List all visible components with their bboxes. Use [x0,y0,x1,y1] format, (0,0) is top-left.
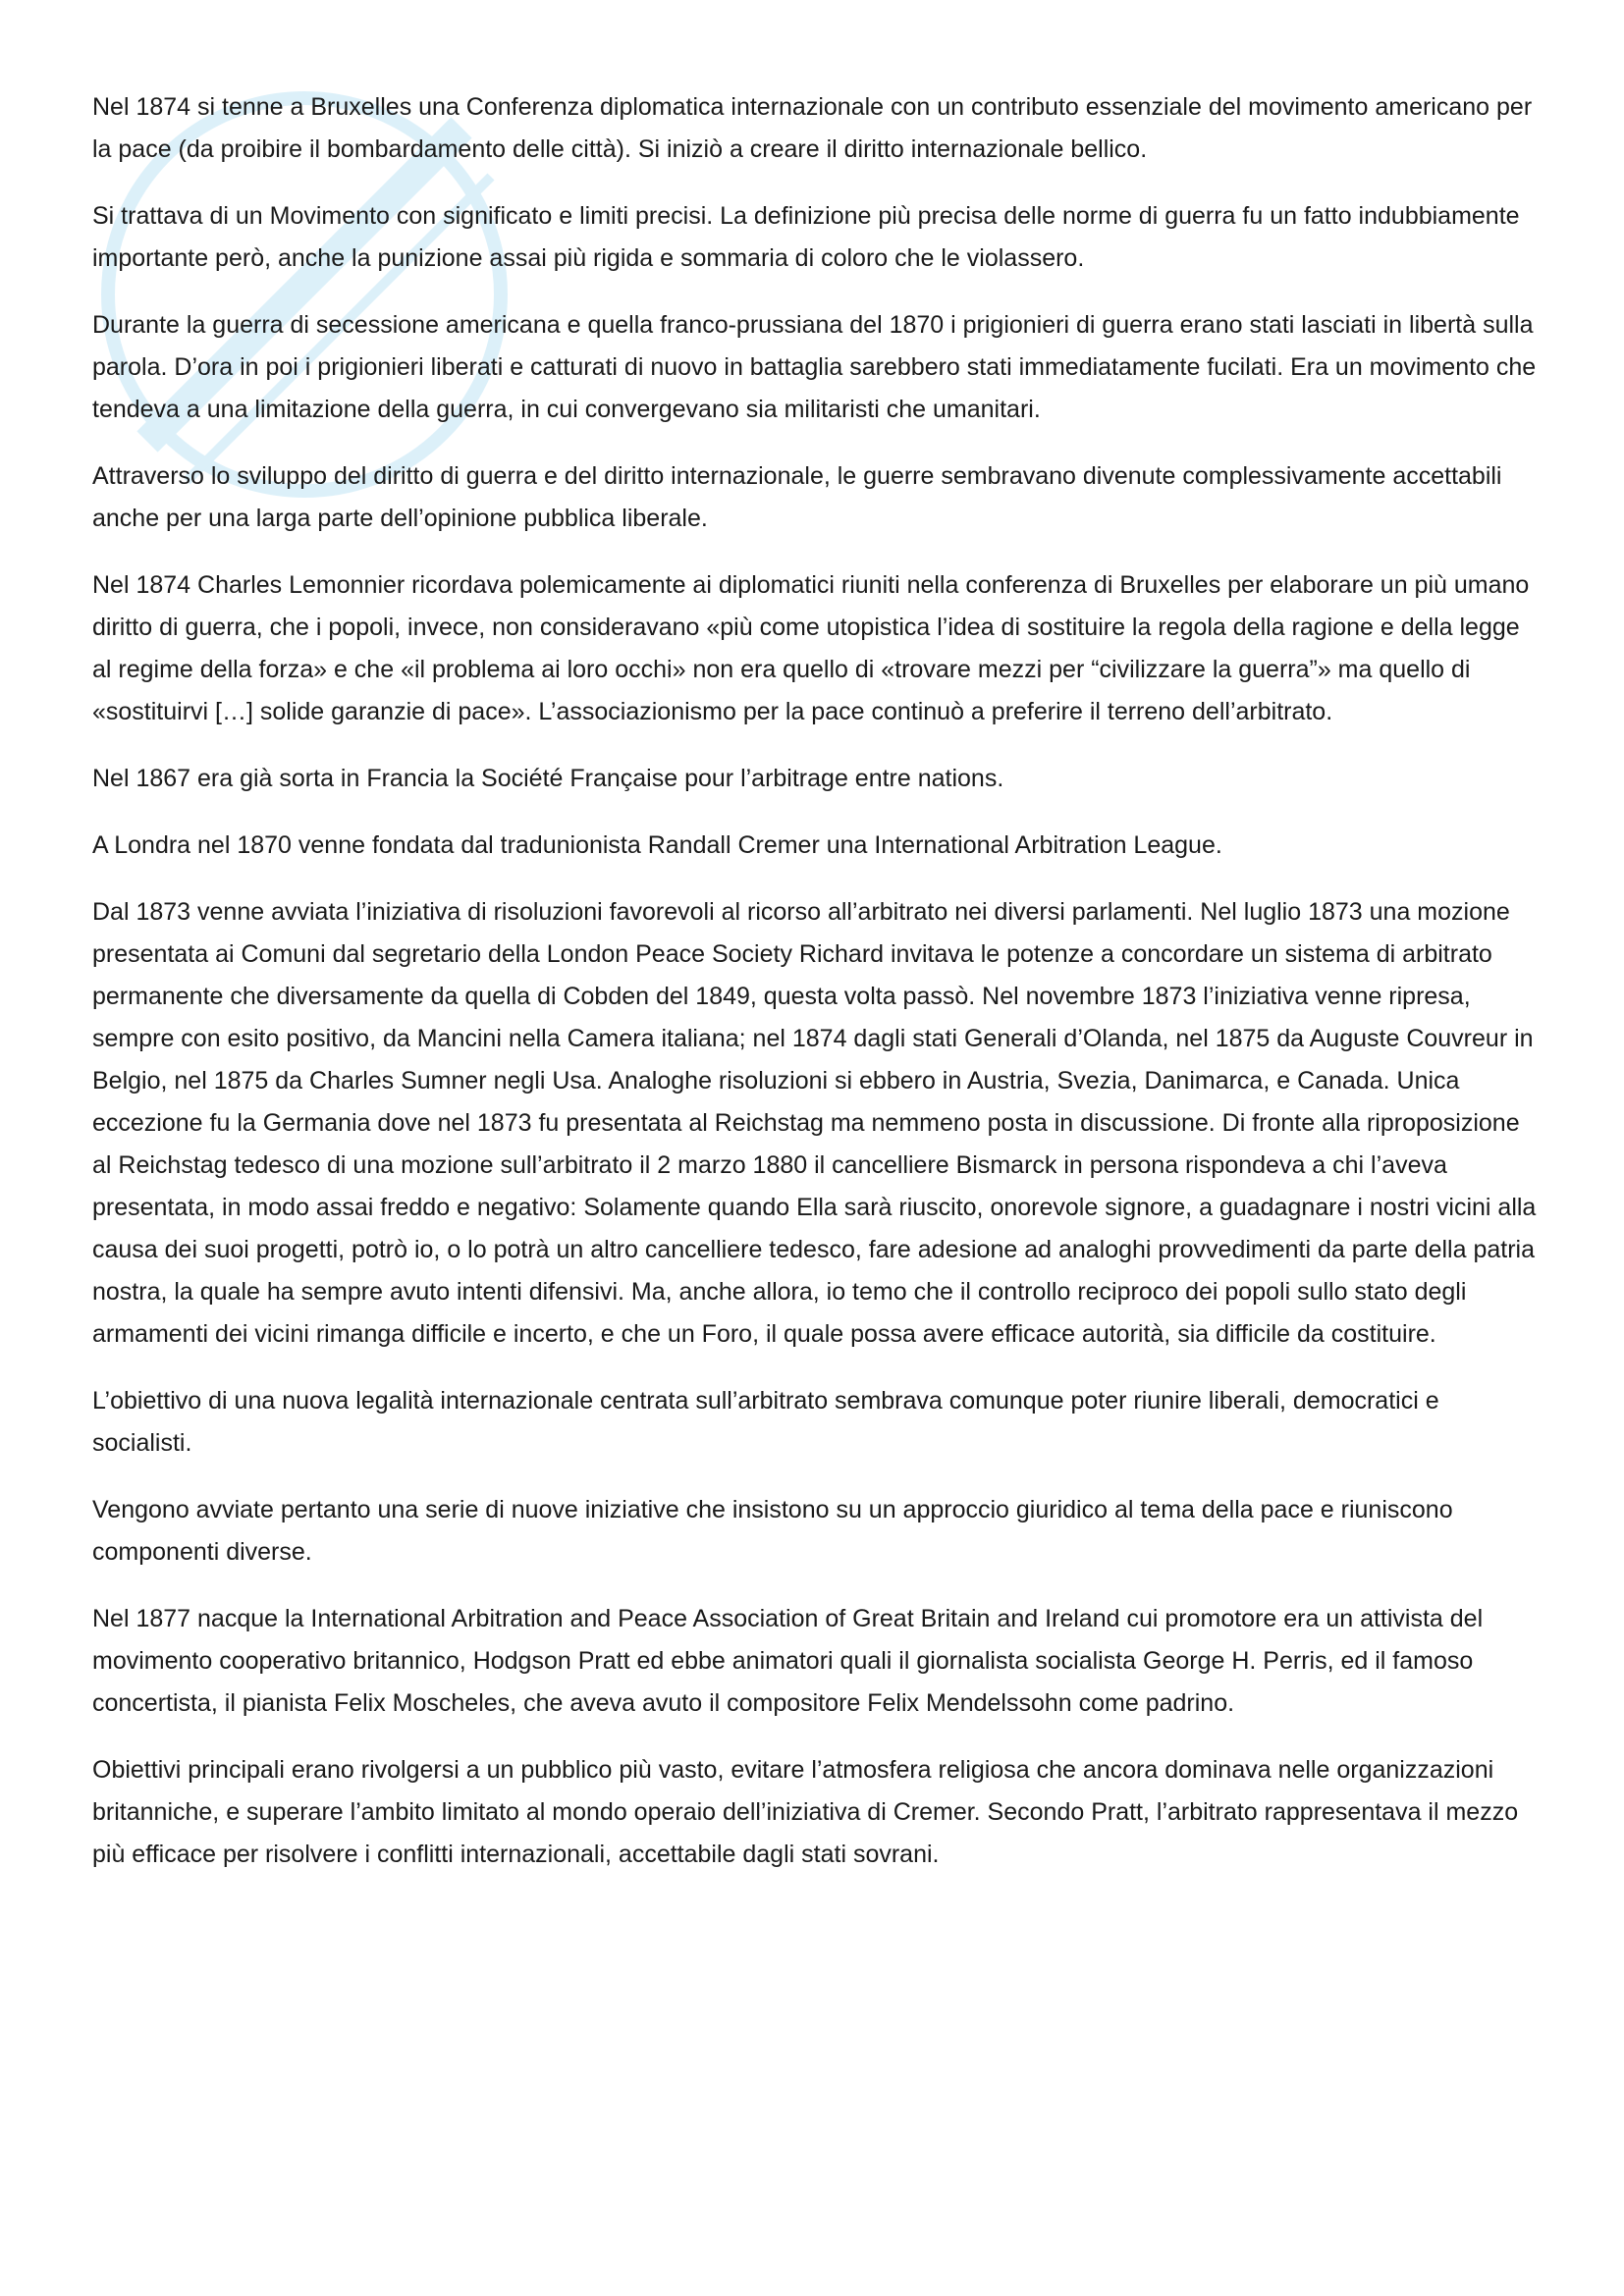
document-body [92,86,1543,1900]
paragraph-1: Nel 1874 si tenne a Bruxelles una Conferenza diplomatica internazionale con un contributo essenziale del movimento americano per la pace (da proibire il bombardamento delle città). Si iniziò a creare il diritto internazionale bellico. [92,93,1533,163]
paragraph-3: Durante la guerra di secessione americana e quella franco-prussiana del 1870 i prigionieri di guerra erano stati lasciati in libertà sulla parola. D’ora in poi i prigionieri liberati e catturati di nuovo in battaglia sarebbero stati immediatamente fucilati. Era un movimento che tendeva a una limitazione della guerra, in cui convergevano sia militaristi che umanitari. [92,311,1537,423]
paragraph-2: Si trattava di un Movimento con significato e limiti precisi. La definizione più precisa delle norme di guerra fu un fatto indubbiamente importante però, anche la punizione assai più rigida e sommaria di coloro che le violassero. [92,202,1520,272]
paragraph-6: Nel 1867 era già sorta in Francia la Société Française pour l’arbitrage entre nations. [92,765,1004,792]
paragraph-12: Obiettivi principali erano rivolgersi a un pubblico più vasto, evitare l’atmosfera religiosa che ancora dominava nelle organizzazioni britanniche, e superare l’ambito limitato al mondo operaio dell’iniziativa di Cremer. Secondo Pratt, l’arbitrato rappresentava il mezzo più efficace per risolvere i conflitti internazionali, accettabile dagli stati sovrani. [92,1756,1519,1868]
paragraph-9: L’obiettivo di una nuova legalità internazionale centrata sull’arbitrato sembrava comunque poter riunire liberali, democratici e socialisti. [92,1387,1439,1457]
paragraph-10: Vengono avviate pertanto una serie di nuove iniziative che insistono su un approccio giuridico al tema della pace e riuniscono componenti diverse. [92,1496,1453,1566]
paragraph-7: A Londra nel 1870 venne fondata dal tradunionista Randall Cremer una International Arbitration League. [92,831,1222,859]
paragraph-5: Nel 1874 Charles Lemonnier ricordava polemicamente ai diplomatici riuniti nella conferenza di Bruxelles per elaborare un più umano diritto di guerra, che i popoli, invece, non consideravano «più come utopistica l’idea di sostituire la regola della ragione e della legge al regime della forza» e che «il problema ai loro occhi» non era quello di «trovare mezzi per “civilizzare la guerra”» ma quello di «sostituirvi […] solide garanzie di pace». L’associazionismo per la pace continuò a preferire il terreno dell’arbitrato. [92,571,1530,725]
paragraph-4: Attraverso lo sviluppo del diritto di guerra e del diritto internazionale, le guerre sembravano divenute complessivamente accettabili anche per una larga parte dell’opinione pubblica liberale. [92,462,1502,532]
paragraph-11: Nel 1877 nacque la International Arbitration and Peace Association of Great Britain and Ireland cui promotore era un attivista del movimento cooperativo britannico, Hodgson Pratt ed ebbe animatori quali il giornalista socialista George H. Perris, ed il famoso concertista, il pianista Felix Moscheles, che aveva avuto il compositore Felix Mendelssohn come padrino. [92,1605,1484,1717]
paragraph-8: Dal 1873 venne avviata l’iniziativa di risoluzioni favorevoli al ricorso all’arbitrato nei diversi parlamenti. Nel luglio 1873 una mozione presentata ai Comuni dal segretario della London Peace Society Richard invitava le potenze a concordare un sistema di arbitrato permanente che diversamente da quella di Cobden del 1849, questa volta passò. Nel novembre 1873 l’iniziativa venne ripresa, sempre con esito positivo, da Mancini nella Camera italiana; nel 1874 dagli stati Generali d’Olanda, nel 1875 da Auguste Couvreur in Belgio, nel 1875 da Charles Sumner negli Usa. Analoghe risoluzioni si ebbero in Austria, Svezia, Danimarca, e Canada. Unica eccezione fu la Germania dove nel 1873 fu presentata al Reichstag ma nemmeno posta in discussione. Di fronte alla riproposizione al Reichstag tedesco di una mozione sull’arbitrato il 2 marzo 1880 il cancelliere Bismarck in persona rispondeva a chi l’aveva presentata, in modo assai freddo e negativo: Solamente quando Ella sarà riuscito, onorevole signore, a guadagnare i nostri vicini alla causa dei suoi progetti, potrò io, o lo potrà un altro cancelliere tedesco, fare adesione ad analoghi provvedimenti da parte della patria nostra, la quale ha sempre avuto intenti difensivi. Ma, anche allora, io temo che il controllo reciproco dei popoli sullo stato degli armamenti dei vicini rimanga difficile e incerto, e che un Foro, il quale possa avere efficace autorità, sia difficile da costituire. [92,898,1537,1348]
